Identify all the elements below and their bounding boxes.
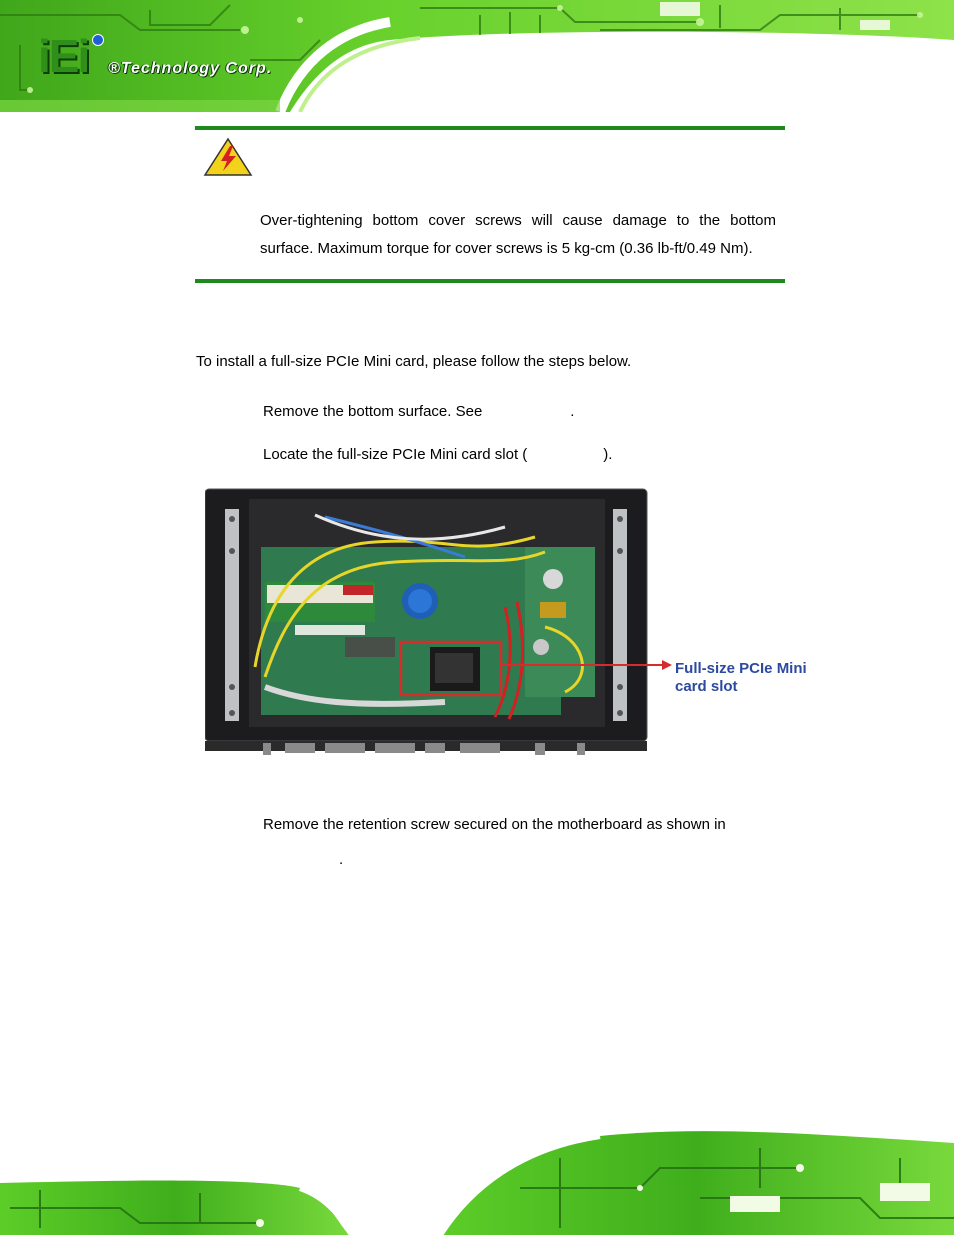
circuit-board-header-graphic — [0, 0, 954, 112]
logo-mark: iEi — [38, 30, 89, 82]
step-1-end: . — [570, 403, 575, 420]
step-2-end: ). — [603, 446, 613, 463]
page-footer-banner — [0, 1128, 954, 1235]
pcie-mini-slot-photo — [205, 487, 650, 757]
step-2 — [263, 445, 612, 465]
step-1 — [263, 402, 574, 422]
page-header-banner — [0, 0, 954, 112]
logo-dot — [92, 34, 104, 46]
warning-top-rule — [195, 126, 785, 130]
intro-paragraph: To install a full-size PCIe Mini card, please follow the steps below. — [196, 353, 632, 370]
figure-callout-label — [675, 660, 835, 696]
callout-line-2: card slot — [675, 678, 738, 695]
step-1-text: Remove the bottom surface. See — [263, 403, 483, 420]
step-2-text: Locate the full-size PCIe Mini card slot ( — [263, 446, 528, 463]
step-3: Remove the retention screw secured on the motherboard as shown in — [263, 816, 726, 833]
warning-bottom-rule — [195, 279, 785, 283]
callout-arrow-icon — [650, 658, 672, 674]
warning-message: Over-tightening bottom cover screws will cause damage to the bottom surface. Maximum torque for cover screws is 5 kg-cm (0.36 lb-ft/0.49 Nm). — [260, 212, 776, 257]
step-3-end: . — [339, 851, 344, 868]
warning-triangle-icon — [203, 137, 253, 177]
circuit-board-footer-graphic — [0, 1128, 954, 1235]
callout-line-1: Full-size PCIe Mini — [675, 660, 807, 677]
logo-tagline: ®Technology Corp. — [108, 60, 273, 77]
